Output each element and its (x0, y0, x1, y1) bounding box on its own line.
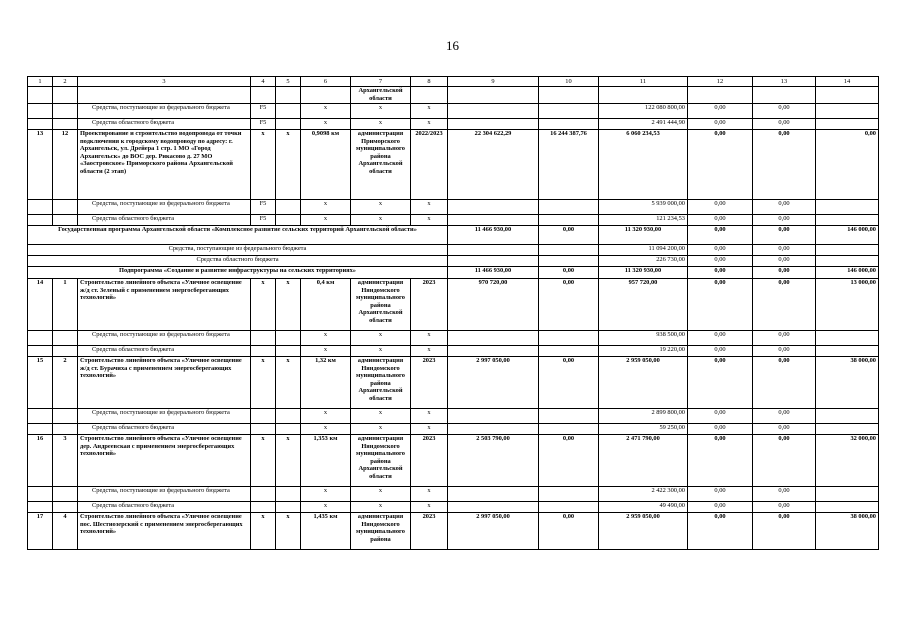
empty-cell (448, 200, 539, 215)
amount-cell: 0,00 (753, 104, 816, 119)
funding-row (28, 331, 879, 346)
empty-cell (28, 487, 53, 502)
amount-cell: 0,00 (539, 513, 599, 550)
program-total-row (28, 267, 879, 279)
column-number-row (28, 77, 879, 87)
empty-cell (448, 245, 539, 256)
column-number-cell: 6 (301, 77, 351, 87)
sub-number: 4 (53, 513, 78, 550)
column-number-cell: 7 (351, 77, 411, 87)
empty-cell (448, 409, 539, 424)
amount-cell: 0,00 (688, 409, 753, 424)
capacity-cell: 1,353 км (301, 435, 351, 487)
program-title: Государственная программа Архангельской области «Комплексное развитие сельских территорий Архангельской области» (28, 226, 448, 245)
executor-cell: администрация Няндомского муниципального района Архангельской области (351, 279, 411, 331)
column-number-cell: 12 (688, 77, 753, 87)
program-funding-label: Средства областного бюджета (28, 256, 448, 267)
x-mark: x (301, 200, 351, 215)
x-mark: x (276, 130, 301, 200)
amount-cell: 0,00 (753, 200, 816, 215)
empty-cell (816, 409, 879, 424)
page-number: 16 (446, 38, 459, 53)
funding-code (251, 487, 276, 502)
amount-cell: 38 000,00 (816, 357, 879, 409)
x-mark: x (351, 502, 411, 513)
column-number-cell: 5 (276, 77, 301, 87)
empty-cell (28, 331, 53, 346)
funding-source-label: Средства, поступающие из федерального бюджета (78, 200, 251, 215)
column-number-cell: 11 (599, 77, 688, 87)
x-mark: x (251, 357, 276, 409)
funding-row (28, 200, 879, 215)
empty-cell (816, 245, 879, 256)
x-mark: x (251, 279, 276, 331)
column-number-cell: 13 (753, 77, 816, 87)
amount-cell: 2 899 800,00 (599, 409, 688, 424)
amount-cell: 0,00 (688, 226, 753, 245)
sub-number: 3 (53, 435, 78, 487)
executor-cell: администрация Няндомского муниципального района (351, 513, 411, 550)
empty-cell (28, 200, 53, 215)
funding-source-label: Средства областного бюджета (78, 215, 251, 226)
amount-cell: 2 997 050,00 (448, 513, 539, 550)
period-cell: 2023 (411, 279, 448, 331)
empty-cell (28, 104, 53, 119)
empty-cell (539, 424, 599, 435)
x-mark: x (411, 200, 448, 215)
x-mark: x (351, 331, 411, 346)
amount-cell: 0,00 (688, 130, 753, 200)
object-name: Строительство линейного объекта «Уличное освещение пос. Шестиозерский с применением энергосберегающих технологий» (78, 513, 251, 550)
empty-cell (28, 119, 53, 130)
program-total-row (28, 226, 879, 245)
x-mark: x (351, 119, 411, 130)
x-mark: x (301, 346, 351, 357)
x-mark: x (411, 409, 448, 424)
empty-cell (28, 409, 53, 424)
x-mark: x (411, 487, 448, 502)
amount-cell: 938 500,00 (599, 331, 688, 346)
amount-cell: 0,00 (688, 346, 753, 357)
empty-cell (539, 256, 599, 267)
funding-source-label: Средства областного бюджета (78, 424, 251, 435)
amount-cell: 0,00 (539, 267, 599, 279)
funding-code (251, 409, 276, 424)
funding-row (28, 409, 879, 424)
amount-cell: 0,00 (816, 130, 879, 200)
amount-cell: 0,00 (539, 279, 599, 331)
amount-cell: 0,00 (688, 331, 753, 346)
empty-cell (448, 346, 539, 357)
empty-cell (816, 104, 879, 119)
object-name: Строительство линейного объекта «Уличное освещение ж/д ст. Бурачиха с применением энергосберегающих технологий» (78, 357, 251, 409)
x-mark: x (276, 435, 301, 487)
amount-cell: 0,00 (688, 215, 753, 226)
amount-cell: 0,00 (753, 424, 816, 435)
empty-cell (599, 87, 688, 104)
row-number: 14 (28, 279, 53, 331)
x-mark: x (276, 279, 301, 331)
amount-cell: 121 234,53 (599, 215, 688, 226)
funding-code (251, 346, 276, 357)
column-number-cell: 14 (816, 77, 879, 87)
empty-cell (276, 119, 301, 130)
empty-cell (816, 87, 879, 104)
program-funding-row (28, 245, 879, 256)
amount-cell: 146 000,00 (816, 267, 879, 279)
funding-code (251, 424, 276, 435)
column-number-cell: 9 (448, 77, 539, 87)
empty-cell (28, 502, 53, 513)
amount-cell: 11 466 930,00 (448, 267, 539, 279)
empty-cell (53, 104, 78, 119)
object-row (28, 279, 879, 331)
funding-code (251, 331, 276, 346)
amount-cell: 19 220,00 (599, 346, 688, 357)
amount-cell: 0,00 (688, 435, 753, 487)
capacity-cell: 0,4 км (301, 279, 351, 331)
program-funding-row (28, 256, 879, 267)
amount-cell: 11 320 930,00 (599, 267, 688, 279)
empty-cell (816, 200, 879, 215)
amount-cell: 0,00 (753, 357, 816, 409)
x-mark: x (411, 424, 448, 435)
amount-cell: 0,00 (753, 267, 816, 279)
amount-cell: 16 244 387,76 (539, 130, 599, 200)
amount-cell: 122 080 800,00 (599, 104, 688, 119)
empty-cell (448, 424, 539, 435)
sub-number: 12 (53, 130, 78, 200)
x-mark: x (251, 130, 276, 200)
empty-cell (816, 215, 879, 226)
x-mark: x (276, 357, 301, 409)
amount-cell: 0,00 (753, 119, 816, 130)
row-number: 15 (28, 357, 53, 409)
column-number-cell: 4 (251, 77, 276, 87)
empty-cell (276, 331, 301, 346)
funding-source-label: Средства областного бюджета (78, 502, 251, 513)
empty-cell (448, 87, 539, 104)
object-name: Строительство линейного объекта «Уличное освещение ж/д ст. Зеленый с применением энергосберегающих технологий» (78, 279, 251, 331)
empty-cell (53, 87, 78, 104)
amount-cell: 32 000,00 (816, 435, 879, 487)
empty-cell (539, 245, 599, 256)
empty-cell (53, 215, 78, 226)
funding-code: F5 (251, 200, 276, 215)
executor-cell: Архангельской области (351, 87, 411, 104)
funding-code: F5 (251, 119, 276, 130)
amount-cell: 0,00 (688, 502, 753, 513)
amount-cell: 2 491 444,90 (599, 119, 688, 130)
period-cell: 2023 (411, 513, 448, 550)
amount-cell: 0,00 (753, 513, 816, 550)
x-mark: x (276, 513, 301, 550)
empty-cell (448, 256, 539, 267)
column-number-cell: 3 (78, 77, 251, 87)
budget-table (27, 76, 879, 550)
empty-cell (688, 87, 753, 104)
amount-cell: 0,00 (753, 245, 816, 256)
empty-cell (753, 87, 816, 104)
funding-code: F5 (251, 215, 276, 226)
x-mark: x (411, 215, 448, 226)
amount-cell: 0,00 (539, 357, 599, 409)
executor-cell: администрация Приморского муниципального района Архангельской области (351, 130, 411, 200)
empty-cell (53, 502, 78, 513)
row-number: 16 (28, 435, 53, 487)
amount-cell: 146 000,00 (816, 226, 879, 245)
empty-cell (28, 424, 53, 435)
empty-cell (539, 215, 599, 226)
empty-cell (53, 424, 78, 435)
x-mark: x (351, 200, 411, 215)
x-mark: x (351, 409, 411, 424)
amount-cell: 0,00 (753, 226, 816, 245)
empty-cell (816, 424, 879, 435)
amount-cell: 2 471 790,00 (599, 435, 688, 487)
x-mark: x (351, 346, 411, 357)
row-number: 13 (28, 130, 53, 200)
empty-cell (276, 215, 301, 226)
amount-cell: 0,00 (688, 424, 753, 435)
funding-source-label: Средства, поступающие из федерального бюджета (78, 104, 251, 119)
x-mark: x (251, 513, 276, 550)
empty-cell (539, 409, 599, 424)
amount-cell: 0,00 (753, 409, 816, 424)
empty-cell (301, 87, 351, 104)
capacity-cell: 1,32 км (301, 357, 351, 409)
x-mark: x (301, 502, 351, 513)
x-mark: x (301, 487, 351, 502)
amount-cell: 0,00 (688, 119, 753, 130)
x-mark: x (351, 215, 411, 226)
empty-cell (276, 502, 301, 513)
empty-cell (448, 215, 539, 226)
funding-row (28, 104, 879, 119)
empty-cell (53, 331, 78, 346)
period-cell: 2023 (411, 357, 448, 409)
executor-cell: администрация Няндомского муниципального района Архангельской области (351, 357, 411, 409)
amount-cell: 0,00 (688, 513, 753, 550)
sub-number: 2 (53, 357, 78, 409)
amount-cell: 0,00 (753, 256, 816, 267)
column-number-cell: 2 (53, 77, 78, 87)
empty-cell (53, 346, 78, 357)
amount-cell: 0,00 (753, 502, 816, 513)
empty-cell (539, 331, 599, 346)
amount-cell: 11 320 930,00 (599, 226, 688, 245)
object-row (28, 435, 879, 487)
empty-cell (448, 331, 539, 346)
amount-cell: 0,00 (688, 200, 753, 215)
empty-cell (539, 119, 599, 130)
amount-cell: 2 959 050,00 (599, 513, 688, 550)
period-cell: 2023 (411, 435, 448, 487)
x-mark: x (411, 502, 448, 513)
funding-code: F5 (251, 104, 276, 119)
x-mark: x (411, 331, 448, 346)
funding-source-label: Средства, поступающие из федерального бюджета (78, 331, 251, 346)
x-mark: x (411, 119, 448, 130)
object-row (28, 130, 879, 200)
funding-row (28, 487, 879, 502)
funding-row (28, 215, 879, 226)
empty-cell (448, 502, 539, 513)
object-name: Проектирование и строительство водопровода от точки подключения к городскому водопроводу по адресу: г. Архангельск, ул. Дрейера 1 стр. 1 МО «Город Архангельск» до ВОС дер. Рикасово д. 27 МО «Заостровское» Приморского района Архангельской области (2 этап) (78, 130, 251, 200)
amount-cell: 0,00 (688, 256, 753, 267)
amount-cell: 11 094 200,00 (599, 245, 688, 256)
capacity-cell: 0,9098 км (301, 130, 351, 200)
x-mark: x (301, 331, 351, 346)
funding-source-label: Средства областного бюджета (78, 346, 251, 357)
amount-cell: 13 000,00 (816, 279, 879, 331)
funding-source-label: Средства, поступающие из федерального бюджета (78, 487, 251, 502)
amount-cell: 38 000,00 (816, 513, 879, 550)
object-name: Строительство линейного объекта «Уличное освещение дер. Андреевская с применением энергосберегающих технологий» (78, 435, 251, 487)
x-mark: x (301, 104, 351, 119)
amount-cell: 0,00 (688, 487, 753, 502)
x-mark: x (301, 215, 351, 226)
empty-cell (28, 215, 53, 226)
empty-cell (411, 87, 448, 104)
empty-cell (78, 87, 251, 104)
amount-cell: 0,00 (539, 226, 599, 245)
funding-row (28, 424, 879, 435)
amount-cell: 0,00 (688, 357, 753, 409)
x-mark: x (301, 409, 351, 424)
amount-cell: 5 939 000,00 (599, 200, 688, 215)
amount-cell: 957 720,00 (599, 279, 688, 331)
empty-cell (53, 409, 78, 424)
empty-cell (53, 200, 78, 215)
amount-cell: 6 060 234,53 (599, 130, 688, 200)
funding-row (28, 119, 879, 130)
object-row (28, 513, 879, 550)
amount-cell: 49 490,00 (599, 502, 688, 513)
amount-cell: 0,00 (753, 215, 816, 226)
empty-cell (276, 487, 301, 502)
x-mark: x (301, 119, 351, 130)
empty-cell (28, 346, 53, 357)
sub-number: 1 (53, 279, 78, 331)
amount-cell: 59 250,00 (599, 424, 688, 435)
funding-row (28, 346, 879, 357)
empty-cell (251, 87, 276, 104)
empty-cell (539, 87, 599, 104)
empty-cell (276, 200, 301, 215)
empty-cell (276, 104, 301, 119)
column-number-cell: 10 (539, 77, 599, 87)
row-number: 17 (28, 513, 53, 550)
funding-source-label: Средства областного бюджета (78, 119, 251, 130)
empty-cell (539, 502, 599, 513)
empty-cell (276, 424, 301, 435)
column-number-cell: 1 (28, 77, 53, 87)
amount-cell: 0,00 (688, 245, 753, 256)
amount-cell: 2 959 050,00 (599, 357, 688, 409)
empty-cell (448, 119, 539, 130)
object-row (28, 357, 879, 409)
empty-cell (28, 87, 53, 104)
x-mark: x (301, 424, 351, 435)
capacity-cell: 1,435 км (301, 513, 351, 550)
amount-cell: 0,00 (688, 104, 753, 119)
empty-cell (539, 104, 599, 119)
amount-cell: 2 503 790,00 (448, 435, 539, 487)
amount-cell: 11 466 930,00 (448, 226, 539, 245)
empty-cell (448, 487, 539, 502)
x-mark: x (351, 104, 411, 119)
empty-cell (539, 200, 599, 215)
amount-cell: 0,00 (688, 279, 753, 331)
table-body (28, 77, 879, 550)
x-mark: x (351, 487, 411, 502)
empty-cell (276, 87, 301, 104)
executor-cell: администрация Няндомского муниципального района Архангельской области (351, 435, 411, 487)
funding-source-label: Средства, поступающие из федерального бюджета (78, 409, 251, 424)
amount-cell: 22 304 622,29 (448, 130, 539, 200)
x-mark: x (411, 104, 448, 119)
empty-cell (816, 331, 879, 346)
amount-cell: 0,00 (753, 279, 816, 331)
empty-cell (276, 346, 301, 357)
empty-cell (276, 409, 301, 424)
amount-cell: 0,00 (688, 267, 753, 279)
column-number-cell: 8 (411, 77, 448, 87)
amount-cell: 0,00 (539, 435, 599, 487)
amount-cell: 0,00 (753, 346, 816, 357)
empty-cell (816, 487, 879, 502)
empty-cell (816, 502, 879, 513)
amount-cell: 0,00 (753, 435, 816, 487)
x-mark: x (251, 435, 276, 487)
funding-row (28, 502, 879, 513)
amount-cell: 0,00 (753, 487, 816, 502)
empty-cell (816, 119, 879, 130)
continuation-row (28, 87, 879, 104)
amount-cell: 226 730,00 (599, 256, 688, 267)
program-funding-label: Средства, поступающие из федерального бюджета (28, 245, 448, 256)
empty-cell (53, 487, 78, 502)
amount-cell: 0,00 (753, 130, 816, 200)
empty-cell (816, 346, 879, 357)
x-mark: x (411, 346, 448, 357)
funding-code (251, 502, 276, 513)
amount-cell: 970 720,00 (448, 279, 539, 331)
empty-cell (816, 256, 879, 267)
empty-cell (539, 487, 599, 502)
empty-cell (448, 104, 539, 119)
amount-cell: 2 422 300,00 (599, 487, 688, 502)
empty-cell (53, 119, 78, 130)
amount-cell: 0,00 (753, 331, 816, 346)
program-title: Подпрограмма «Создание и развитие инфраструктуры на сельских территориях» (28, 267, 448, 279)
empty-cell (539, 346, 599, 357)
amount-cell: 2 997 050,00 (448, 357, 539, 409)
x-mark: x (351, 424, 411, 435)
period-cell: 2022/2023 (411, 130, 448, 200)
